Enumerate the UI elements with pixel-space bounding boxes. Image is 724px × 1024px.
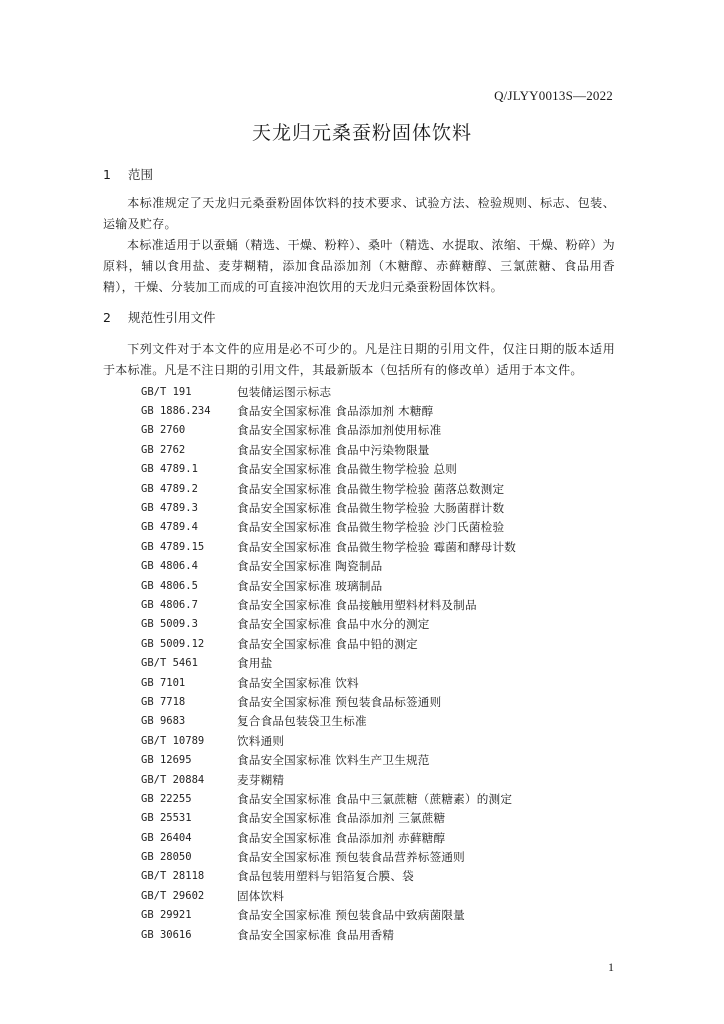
- reference-item: [141, 634, 516, 653]
- reference-item: [141, 615, 516, 634]
- paragraph-text: 本标准适用于以蚕蛹（精选、干燥、粉粹）、桑叶（精选、水提取、浓缩、干燥、粉碎）为原料，辅以食用盐、麦芽糊精，添加食品添加剂（木糖醇、赤藓糖醇、三氯蔗糖、食品用香精），干燥、分装加工而成的可直接冲泡饮用的天龙归元桑蚕粉固体饮料。: [103, 238, 615, 294]
- reference-item: [141, 770, 516, 789]
- reference-code: GB 30616: [141, 928, 192, 941]
- scope-paragraph-1: [103, 193, 615, 235]
- reference-title: 食品安全国家标准 食品微生物学检验 总则: [237, 462, 458, 477]
- reference-title: 食品安全国家标准 饮料: [237, 675, 359, 690]
- reference-title: 食品安全国家标准 预包装食品标签通则: [237, 694, 442, 709]
- reference-code: GB 26404: [141, 831, 192, 844]
- reference-code: GB 5009.3: [141, 618, 198, 631]
- reference-title: 食品安全国家标准 食品中污染物限量: [237, 442, 430, 457]
- reference-item: [141, 789, 516, 808]
- reference-title: 食品安全国家标准 食品中铅的测定: [237, 636, 418, 651]
- reference-code: GB 4789.2: [141, 482, 198, 495]
- reference-item: [141, 925, 516, 944]
- reference-code: GB/T 5461: [141, 657, 198, 670]
- reference-code: GB/T 10789: [141, 734, 205, 747]
- reference-title: 食品安全国家标准 食品添加剂 三氯蔗糖: [237, 811, 446, 826]
- reference-title: 食品安全国家标准 食品微生物学检验 霉菌和酵母计数: [237, 539, 517, 554]
- reference-item: [141, 867, 516, 886]
- reference-item: [141, 673, 516, 692]
- reference-code: GB 1886.234: [141, 405, 211, 418]
- paragraph-text: 下列文件对于本文件的应用是必不可少的。凡是注日期的引用文件，仅注日期的版本适用于本标准。凡是不注日期的引用文件，其最新版本（包括所有的修改单）适用于本文件。: [103, 342, 615, 377]
- reference-code: GB 4789.4: [141, 521, 198, 534]
- document-title: 天龙归元桑蚕粉固体饮料: [251, 122, 472, 144]
- section-title: 规范性引用文件: [128, 310, 216, 325]
- reference-item: [141, 460, 516, 479]
- reference-title: 食品安全国家标准 食品用香精: [237, 927, 395, 942]
- reference-title: 饮料通则: [237, 733, 285, 748]
- reference-item: [141, 518, 516, 537]
- reference-title: 食品安全国家标准 食品添加剂 木糖醇: [237, 404, 434, 419]
- reference-item: [141, 595, 516, 614]
- reference-item: [141, 479, 516, 498]
- reference-code: GB 28050: [141, 851, 192, 864]
- reference-title: 麦芽糊精: [237, 772, 285, 787]
- reference-title: 食品安全国家标准 饮料生产卫生规范: [237, 753, 430, 768]
- reference-code: GB 9683: [141, 715, 186, 728]
- reference-title: 食品安全国家标准 陶瓷制品: [237, 559, 383, 574]
- reference-item: [141, 653, 516, 672]
- reference-code: GB 5009.12: [141, 637, 205, 650]
- reference-item: [141, 712, 516, 731]
- reference-title: 食品安全国家标准 食品中三氯蔗糖（蔗糖素）的测定: [237, 791, 513, 806]
- reference-code: GB 7101: [141, 676, 186, 689]
- references-intro-paragraph: [103, 339, 615, 381]
- paragraph-text: 本标准规定了天龙归元桑蚕粉固体饮料的技术要求、试验方法、检验规则、标志、包装、运输及贮存。: [103, 196, 615, 231]
- reference-item: [141, 576, 516, 595]
- reference-code: GB/T 29602: [141, 889, 205, 902]
- reference-item: [141, 809, 516, 828]
- reference-code: GB 4789.15: [141, 540, 205, 553]
- reference-title: 包装储运图示标志: [237, 384, 332, 399]
- reference-item: [141, 886, 516, 905]
- scope-paragraph-2: [103, 235, 615, 298]
- reference-code: GB 12695: [141, 754, 192, 767]
- reference-item: [141, 401, 516, 420]
- reference-code: GB 25531: [141, 812, 192, 825]
- reference-item: [141, 731, 516, 750]
- section-number: 2: [103, 310, 111, 325]
- reference-title: 食品安全国家标准 食品中水分的测定: [237, 617, 430, 632]
- reference-code: GB 4806.4: [141, 560, 198, 573]
- reference-code: GB 2762: [141, 443, 186, 456]
- document-code: Q/JLYY0013S—2022: [494, 88, 613, 103]
- reference-title: 复合食品包装袋卫生标准: [237, 714, 367, 729]
- reference-title: 食品安全国家标准 预包装食品中致病菌限量: [237, 908, 465, 923]
- reference-code: GB 29921: [141, 909, 192, 922]
- reference-code: GB 4806.7: [141, 598, 198, 611]
- reference-item: [141, 906, 516, 925]
- reference-code: GB 4789.3: [141, 502, 198, 515]
- section-number: 1: [103, 167, 111, 182]
- reference-code: GB 22255: [141, 792, 192, 805]
- reference-code: GB 4789.1: [141, 463, 198, 476]
- reference-title: 固体饮料: [237, 888, 285, 903]
- reference-item: [141, 692, 516, 711]
- reference-item: [141, 828, 516, 847]
- reference-title: 食品安全国家标准 食品添加剂 赤藓糖醇: [237, 830, 446, 845]
- reference-title: 食用盐: [237, 656, 273, 671]
- reference-code: GB 2760: [141, 424, 186, 437]
- reference-code: GB/T 191: [141, 385, 192, 398]
- reference-title: 食品安全国家标准 食品微生物学检验 菌落总数测定: [237, 481, 505, 496]
- reference-item: [141, 537, 516, 556]
- reference-code: GB 4806.5: [141, 579, 198, 592]
- reference-code: GB/T 28118: [141, 870, 205, 883]
- reference-item: [141, 382, 516, 401]
- reference-list: [141, 382, 516, 944]
- section-title: 范围: [128, 167, 154, 182]
- section-heading-normative-references: [103, 308, 216, 326]
- reference-item: [141, 440, 516, 459]
- reference-title: 食品安全国家标准 预包装食品营养标签通则: [237, 850, 465, 865]
- reference-title: 食品安全国家标准 食品添加剂使用标准: [237, 423, 442, 438]
- reference-item: [141, 498, 516, 517]
- reference-item: [141, 421, 516, 440]
- reference-title: 食品安全国家标准 玻璃制品: [237, 578, 383, 593]
- reference-title: 食品安全国家标准 食品微生物学检验 沙门氏菌检验: [237, 520, 505, 535]
- page-number: 1: [608, 960, 614, 974]
- reference-title: 食品包装用塑料与铝箔复合膜、袋: [237, 869, 414, 884]
- reference-title: 食品安全国家标准 食品接触用塑料材料及制品: [237, 597, 477, 612]
- reference-item: [141, 557, 516, 576]
- section-heading-scope: [103, 165, 153, 183]
- reference-title: 食品安全国家标准 食品微生物学检验 大肠菌群计数: [237, 501, 505, 516]
- reference-item: [141, 847, 516, 866]
- reference-code: GB 7718: [141, 695, 186, 708]
- reference-item: [141, 750, 516, 769]
- reference-code: GB/T 20884: [141, 773, 205, 786]
